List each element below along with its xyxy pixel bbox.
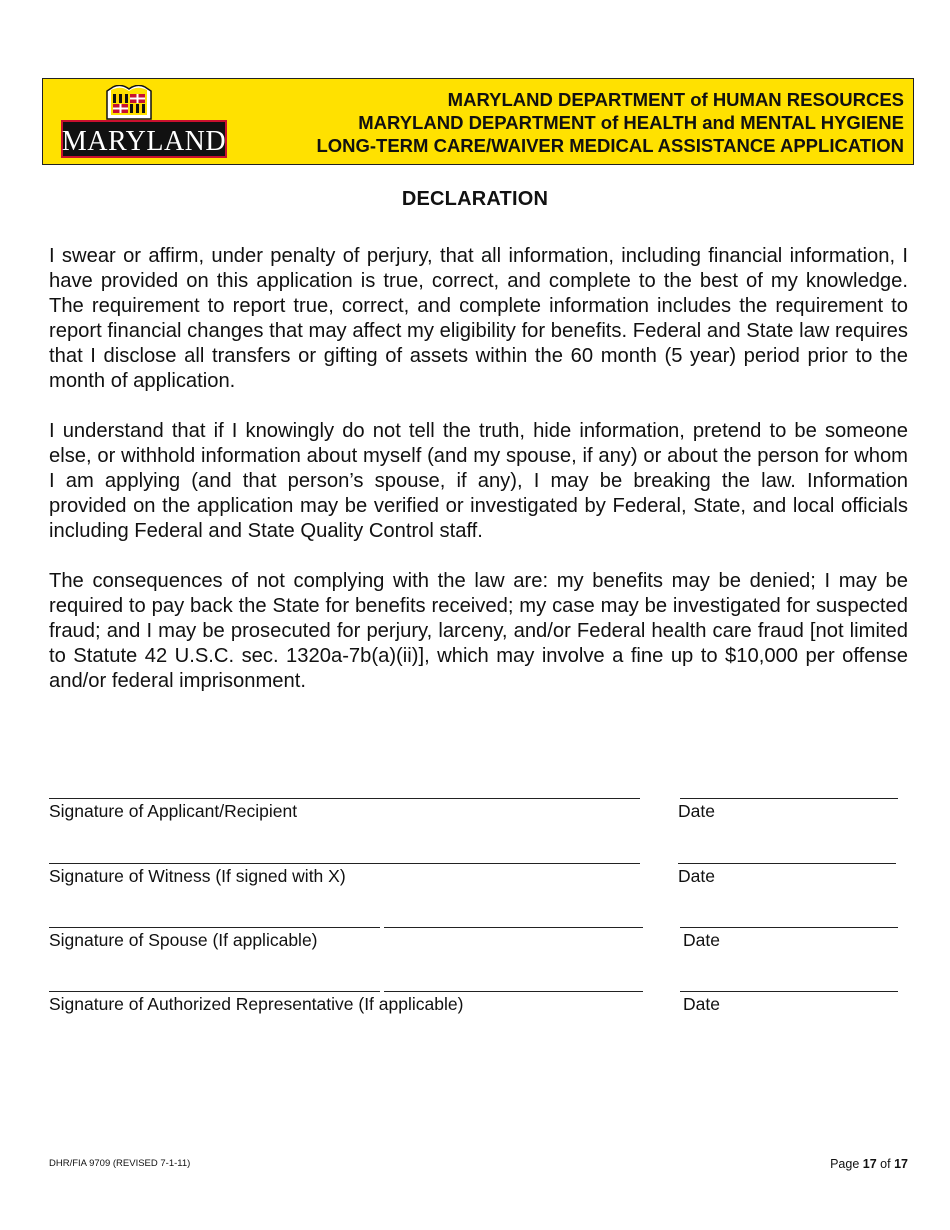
applicant-signature-line[interactable]: [49, 798, 640, 799]
applicant-date-line[interactable]: [680, 798, 898, 799]
spouse-signature-line-2[interactable]: [384, 927, 643, 928]
spouse-date-label: Date: [683, 930, 720, 950]
representative-date-line[interactable]: [680, 991, 898, 992]
witness-date-line[interactable]: [678, 863, 896, 864]
page-word: Page: [830, 1157, 860, 1171]
spouse-date-line[interactable]: [680, 927, 898, 928]
declaration-paragraph-2: I understand that if I knowingly do not tell the truth, hide information, pretend to be someone else, or withhold information about myself (and my spouse, if any) or about the person for whom I am applying (and that person’s spouse, if any), I may be breaking the law. Information provided on the application may be verified or investigated by Federal, State, and local officials including Federal and State Quality Control staff.: [49, 420, 908, 542]
declaration-paragraph-1: I swear or affirm, under penalty of perjury, that all information, including financial information, I have provided on this application is true, correct, and complete to the best of my knowledge. The requirement to report true, correct, and complete information includes the requirement to report financial changes that may affect my eligibility for benefits. Federal and State law requires that I disclose all transfers or gifting of assets within the 60 month (5 year) period prior to the month of application.: [49, 245, 908, 392]
header-line-application: LONG-TERM CARE/WAIVER MEDICAL ASSISTANCE APPLICATION: [316, 135, 904, 156]
representative-signature-label: Signature of Authorized Representative (If applicable): [49, 994, 464, 1014]
representative-date-label: Date: [683, 994, 720, 1014]
form-identifier: DHR/FIA 9709 (REVISED 7-1-11): [49, 1158, 191, 1169]
witness-signature-label: Signature of Witness (If signed with X): [49, 866, 346, 886]
witness-date-label: Date: [678, 866, 715, 886]
applicant-date-label: Date: [678, 801, 715, 821]
header-line-dhmh: MARYLAND DEPARTMENT of HEALTH and MENTAL HYGIENE: [358, 112, 904, 133]
applicant-signature-label: Signature of Applicant/Recipient: [49, 801, 298, 821]
page-current: 17: [862, 1157, 877, 1171]
header-titles: [316, 88, 904, 157]
page-title: DECLARATION: [401, 188, 549, 210]
header-line-dhr: MARYLAND DEPARTMENT of HUMAN RESOURCES: [447, 89, 904, 110]
page-number: [830, 1157, 908, 1171]
witness-signature-line[interactable]: [49, 863, 640, 864]
logo-wordmark: MARYLAND: [61, 126, 227, 157]
spouse-signature-label: Signature of Spouse (If applicable): [49, 930, 318, 950]
declaration-paragraph-3: The consequences of not complying with the law are: my benefits may be denied; I may be required to pay back the State for benefits received; my case may be investigated for suspected fraud; and I may be prosecuted for perjury, larceny, and/or Federal health care fraud [not limited to Statute 42 U.S.C. sec. 1320a-7b(a)(ii)], which may involve a fine up to $10,000 per offense and/or federal imprisonment.: [49, 570, 908, 692]
maryland-logo: [61, 85, 227, 159]
page-total: 17: [894, 1157, 908, 1171]
representative-signature-line-2[interactable]: [384, 991, 643, 992]
spouse-signature-line[interactable]: [49, 927, 380, 928]
representative-signature-line[interactable]: [49, 991, 380, 992]
page-of: of: [880, 1157, 891, 1171]
header-banner: [42, 78, 914, 165]
